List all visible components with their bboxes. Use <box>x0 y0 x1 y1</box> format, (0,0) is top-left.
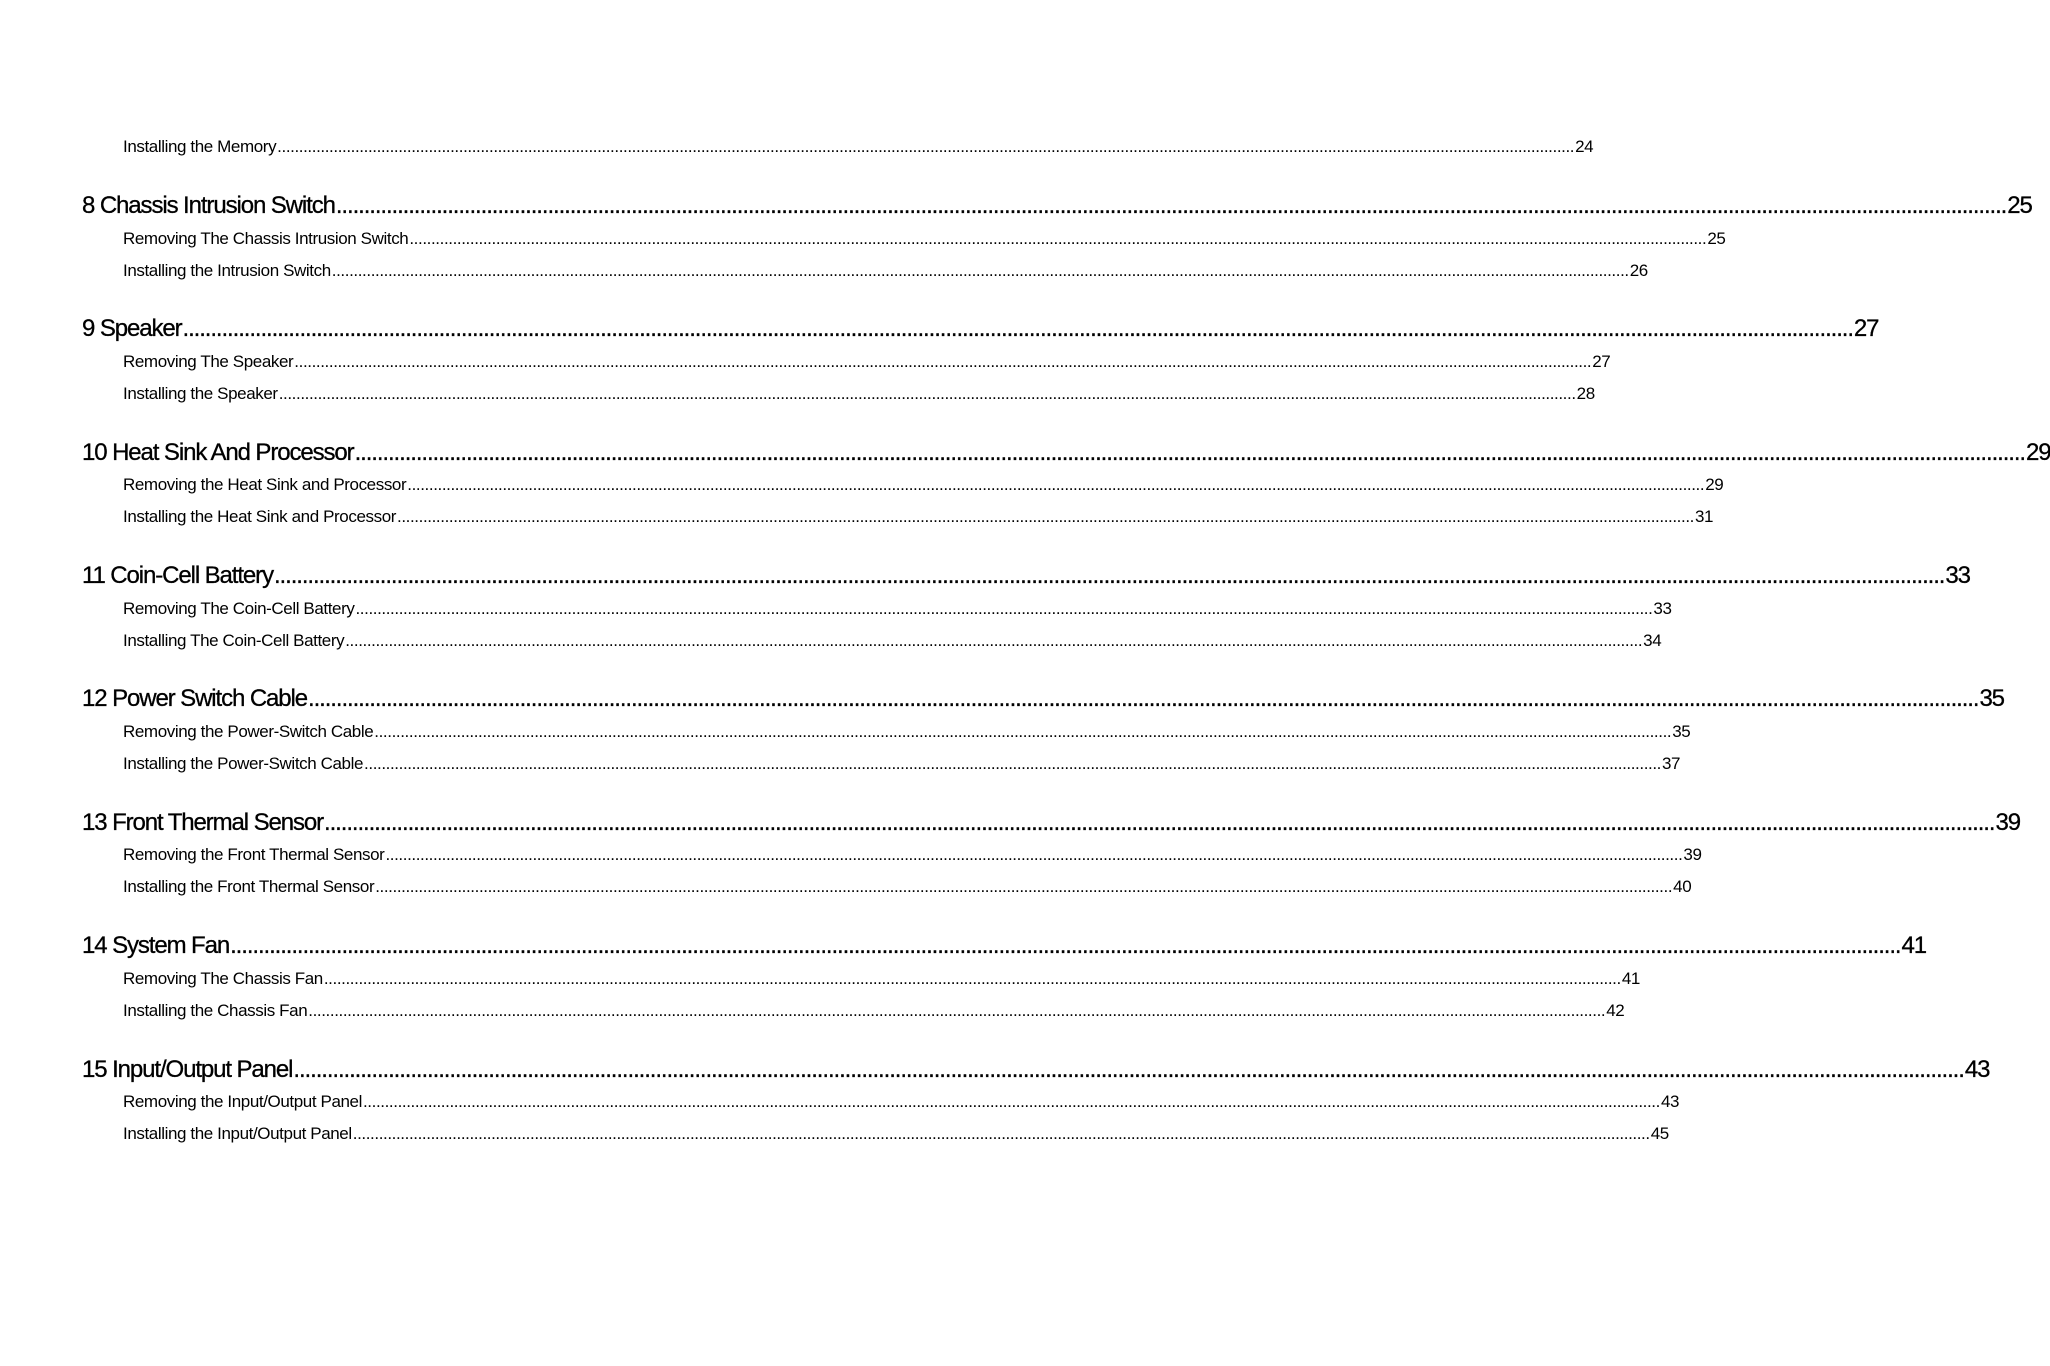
toc-entry-page: 43 <box>1964 1056 1990 1083</box>
toc-section-entry[interactable] <box>123 844 1702 866</box>
toc-entry-page: 43 <box>1660 1092 1680 1111</box>
toc-entry-page: 27 <box>1592 352 1611 371</box>
toc-chapter-entry[interactable] <box>82 561 1970 591</box>
toc-section-entry[interactable] <box>123 260 1648 282</box>
toc-section-entry[interactable] <box>123 228 1726 250</box>
toc-entry-title: Installing the Input/Output Panel <box>123 1124 352 1143</box>
toc-section-entry[interactable] <box>123 630 1662 652</box>
dot-leader: ............................................................................................................................................................................................................................................................................................................ <box>182 315 1853 342</box>
toc-chapter-entry[interactable] <box>82 808 2020 838</box>
toc-section-entry[interactable] <box>123 351 1611 373</box>
toc-entry-page: 39 <box>1683 845 1702 864</box>
toc-section-entry[interactable] <box>123 474 1724 496</box>
toc-section-entry[interactable] <box>123 876 1692 898</box>
toc-entry-title: Installing the Speaker <box>123 384 278 403</box>
dot-leader: ............................................................................................................................................................................................................................................................................................................ <box>345 631 1643 650</box>
toc-entry-title: Installing the Power-Switch Cable <box>123 754 364 773</box>
toc-entry-title: Removing the Input/Output Panel <box>123 1092 362 1111</box>
toc-chapter-entry[interactable] <box>82 684 2004 714</box>
toc-entry-title: Removing the Front Thermal Sensor <box>123 845 385 864</box>
toc-section-entry[interactable] <box>123 721 1691 743</box>
toc-section-entry[interactable] <box>123 1123 1669 1145</box>
toc-section-entry[interactable] <box>123 598 1672 620</box>
toc-section-entry[interactable] <box>123 1091 1680 1113</box>
toc-entry-title: Installing the Heat Sink and Processor <box>123 507 397 526</box>
dot-leader: ............................................................................................................................................................................................................................................................................................................ <box>308 1001 1606 1020</box>
toc-entry-title: 14 System Fan <box>82 932 230 959</box>
toc-entry-page: 33 <box>1945 562 1970 589</box>
toc-entry-title: Removing The Chassis Intrusion Switch <box>123 229 409 248</box>
toc-entry-page: 31 <box>1694 507 1714 526</box>
toc-entry-title: 11 Coin-Cell Battery <box>82 562 273 589</box>
toc-entry-title: Installing the Memory <box>123 137 277 156</box>
toc-entry-page: 24 <box>1575 137 1594 156</box>
dot-leader: ............................................................................................................................................................................................................................................................................................................ <box>324 809 1995 836</box>
dot-leader: ............................................................................................................................................................................................................................................................................................................ <box>409 229 1707 248</box>
toc-section-entry[interactable] <box>123 383 1595 405</box>
toc-entry-page: 29 <box>2025 439 2050 466</box>
toc-entry-page: 25 <box>2007 192 2032 219</box>
dot-leader: ............................................................................................................................................................................................................................................................................................................ <box>293 1056 1964 1083</box>
toc-entry-page: 35 <box>1979 685 2004 712</box>
dot-leader: ............................................................................................................................................................................................................................................................................................................ <box>308 685 1979 712</box>
dot-leader: ............................................................................................................................................................................................................................................................................................................ <box>354 439 2025 466</box>
toc-entry-page: 42 <box>1606 1001 1625 1020</box>
toc-chapter-entry[interactable] <box>82 191 2032 221</box>
toc-entry-page: 40 <box>1673 877 1692 896</box>
dot-leader: ............................................................................................................................................................................................................................................................................................................ <box>277 137 1575 156</box>
toc-chapter-entry[interactable] <box>82 314 1879 344</box>
toc-entry-title: 8 Chassis Intrusion Switch <box>82 192 335 219</box>
dot-leader: ............................................................................................................................................................................................................................................................................................................ <box>294 352 1592 371</box>
dot-leader: ............................................................................................................................................................................................................................................................................................................ <box>397 507 1694 526</box>
toc-entry-page: 37 <box>1662 754 1681 773</box>
toc-entry-page: 29 <box>1705 475 1724 494</box>
toc-entry-page: 25 <box>1707 229 1726 248</box>
toc-chapter-entry[interactable] <box>82 1055 1990 1085</box>
toc-entry-page: 26 <box>1629 261 1648 280</box>
dot-leader: ............................................................................................................................................................................................................................................................................................................ <box>323 969 1621 988</box>
dot-leader: ............................................................................................................................................................................................................................................................................................................ <box>407 475 1705 494</box>
toc-entry-page: 28 <box>1576 384 1595 403</box>
toc-entry-page: 34 <box>1643 631 1662 650</box>
dot-leader: ............................................................................................................................................................................................................................................................................................................ <box>362 1092 1660 1111</box>
toc-entry-title: Installing the Front Thermal Sensor <box>123 877 375 896</box>
toc-entry-page: 35 <box>1672 722 1691 741</box>
toc-section-entry[interactable] <box>123 968 1640 990</box>
toc-entry-title: Removing The Chassis Fan <box>123 969 323 988</box>
toc-entry-title: 9 Speaker <box>82 315 182 342</box>
toc-entry-title: Removing the Heat Sink and Processor <box>123 475 407 494</box>
toc-section-entry[interactable] <box>123 136 1594 158</box>
toc-entry-title: Removing The Speaker <box>123 352 294 371</box>
dot-leader: ............................................................................................................................................................................................................................................................................................................ <box>352 1124 1650 1143</box>
toc-entry-page: 39 <box>1995 809 2020 836</box>
toc-entry-title: 12 Power Switch Cable <box>82 685 308 712</box>
dot-leader: ............................................................................................................................................................................................................................................................................................................ <box>335 192 2007 219</box>
dot-leader: ............................................................................................................................................................................................................................................................................................................ <box>355 599 1653 618</box>
toc-entry-title: Removing The Coin-Cell Battery <box>123 599 355 618</box>
dot-leader: ............................................................................................................................................................................................................................................................................................................ <box>375 877 1673 896</box>
toc-section-entry[interactable] <box>123 753 1681 775</box>
toc-entry-title: Installing the Chassis Fan <box>123 1001 308 1020</box>
dot-leader: ............................................................................................................................................................................................................................................................................................................ <box>230 932 1901 959</box>
toc-entry-title: Removing the Power-Switch Cable <box>123 722 374 741</box>
dot-leader: ............................................................................................................................................................................................................................................................................................................ <box>374 722 1672 741</box>
toc-entry-page: 41 <box>1901 932 1927 959</box>
dot-leader: ............................................................................................................................................................................................................................................................................................................ <box>385 845 1683 864</box>
toc-entry-page: 33 <box>1653 599 1672 618</box>
toc-entry-page: 45 <box>1650 1124 1669 1143</box>
dot-leader: ............................................................................................................................................................................................................................................................................................................ <box>278 384 1576 403</box>
toc-section-entry[interactable] <box>123 1000 1625 1022</box>
dot-leader: ............................................................................................................................................................................................................................................................................................................ <box>364 754 1661 773</box>
toc-chapter-entry[interactable] <box>82 438 2050 468</box>
toc-entry-page: 41 <box>1621 969 1640 988</box>
toc-section-entry[interactable] <box>123 506 1714 528</box>
dot-leader: ............................................................................................................................................................................................................................................................................................................ <box>273 562 1945 589</box>
toc-entry-title: 13 Front Thermal Sensor <box>82 809 324 836</box>
toc-entry-title: 15 Input/Output Panel <box>82 1056 293 1083</box>
toc-entry-title: 10 Heat Sink And Processor <box>82 439 354 466</box>
toc-entry-title: Installing the Intrusion Switch <box>123 261 331 280</box>
toc-chapter-entry[interactable] <box>82 931 1927 961</box>
toc-entry-page: 27 <box>1853 315 1879 342</box>
toc-entry-title: Installing The Coin-Cell Battery <box>123 631 345 650</box>
dot-leader: ............................................................................................................................................................................................................................................................................................................ <box>331 261 1629 280</box>
